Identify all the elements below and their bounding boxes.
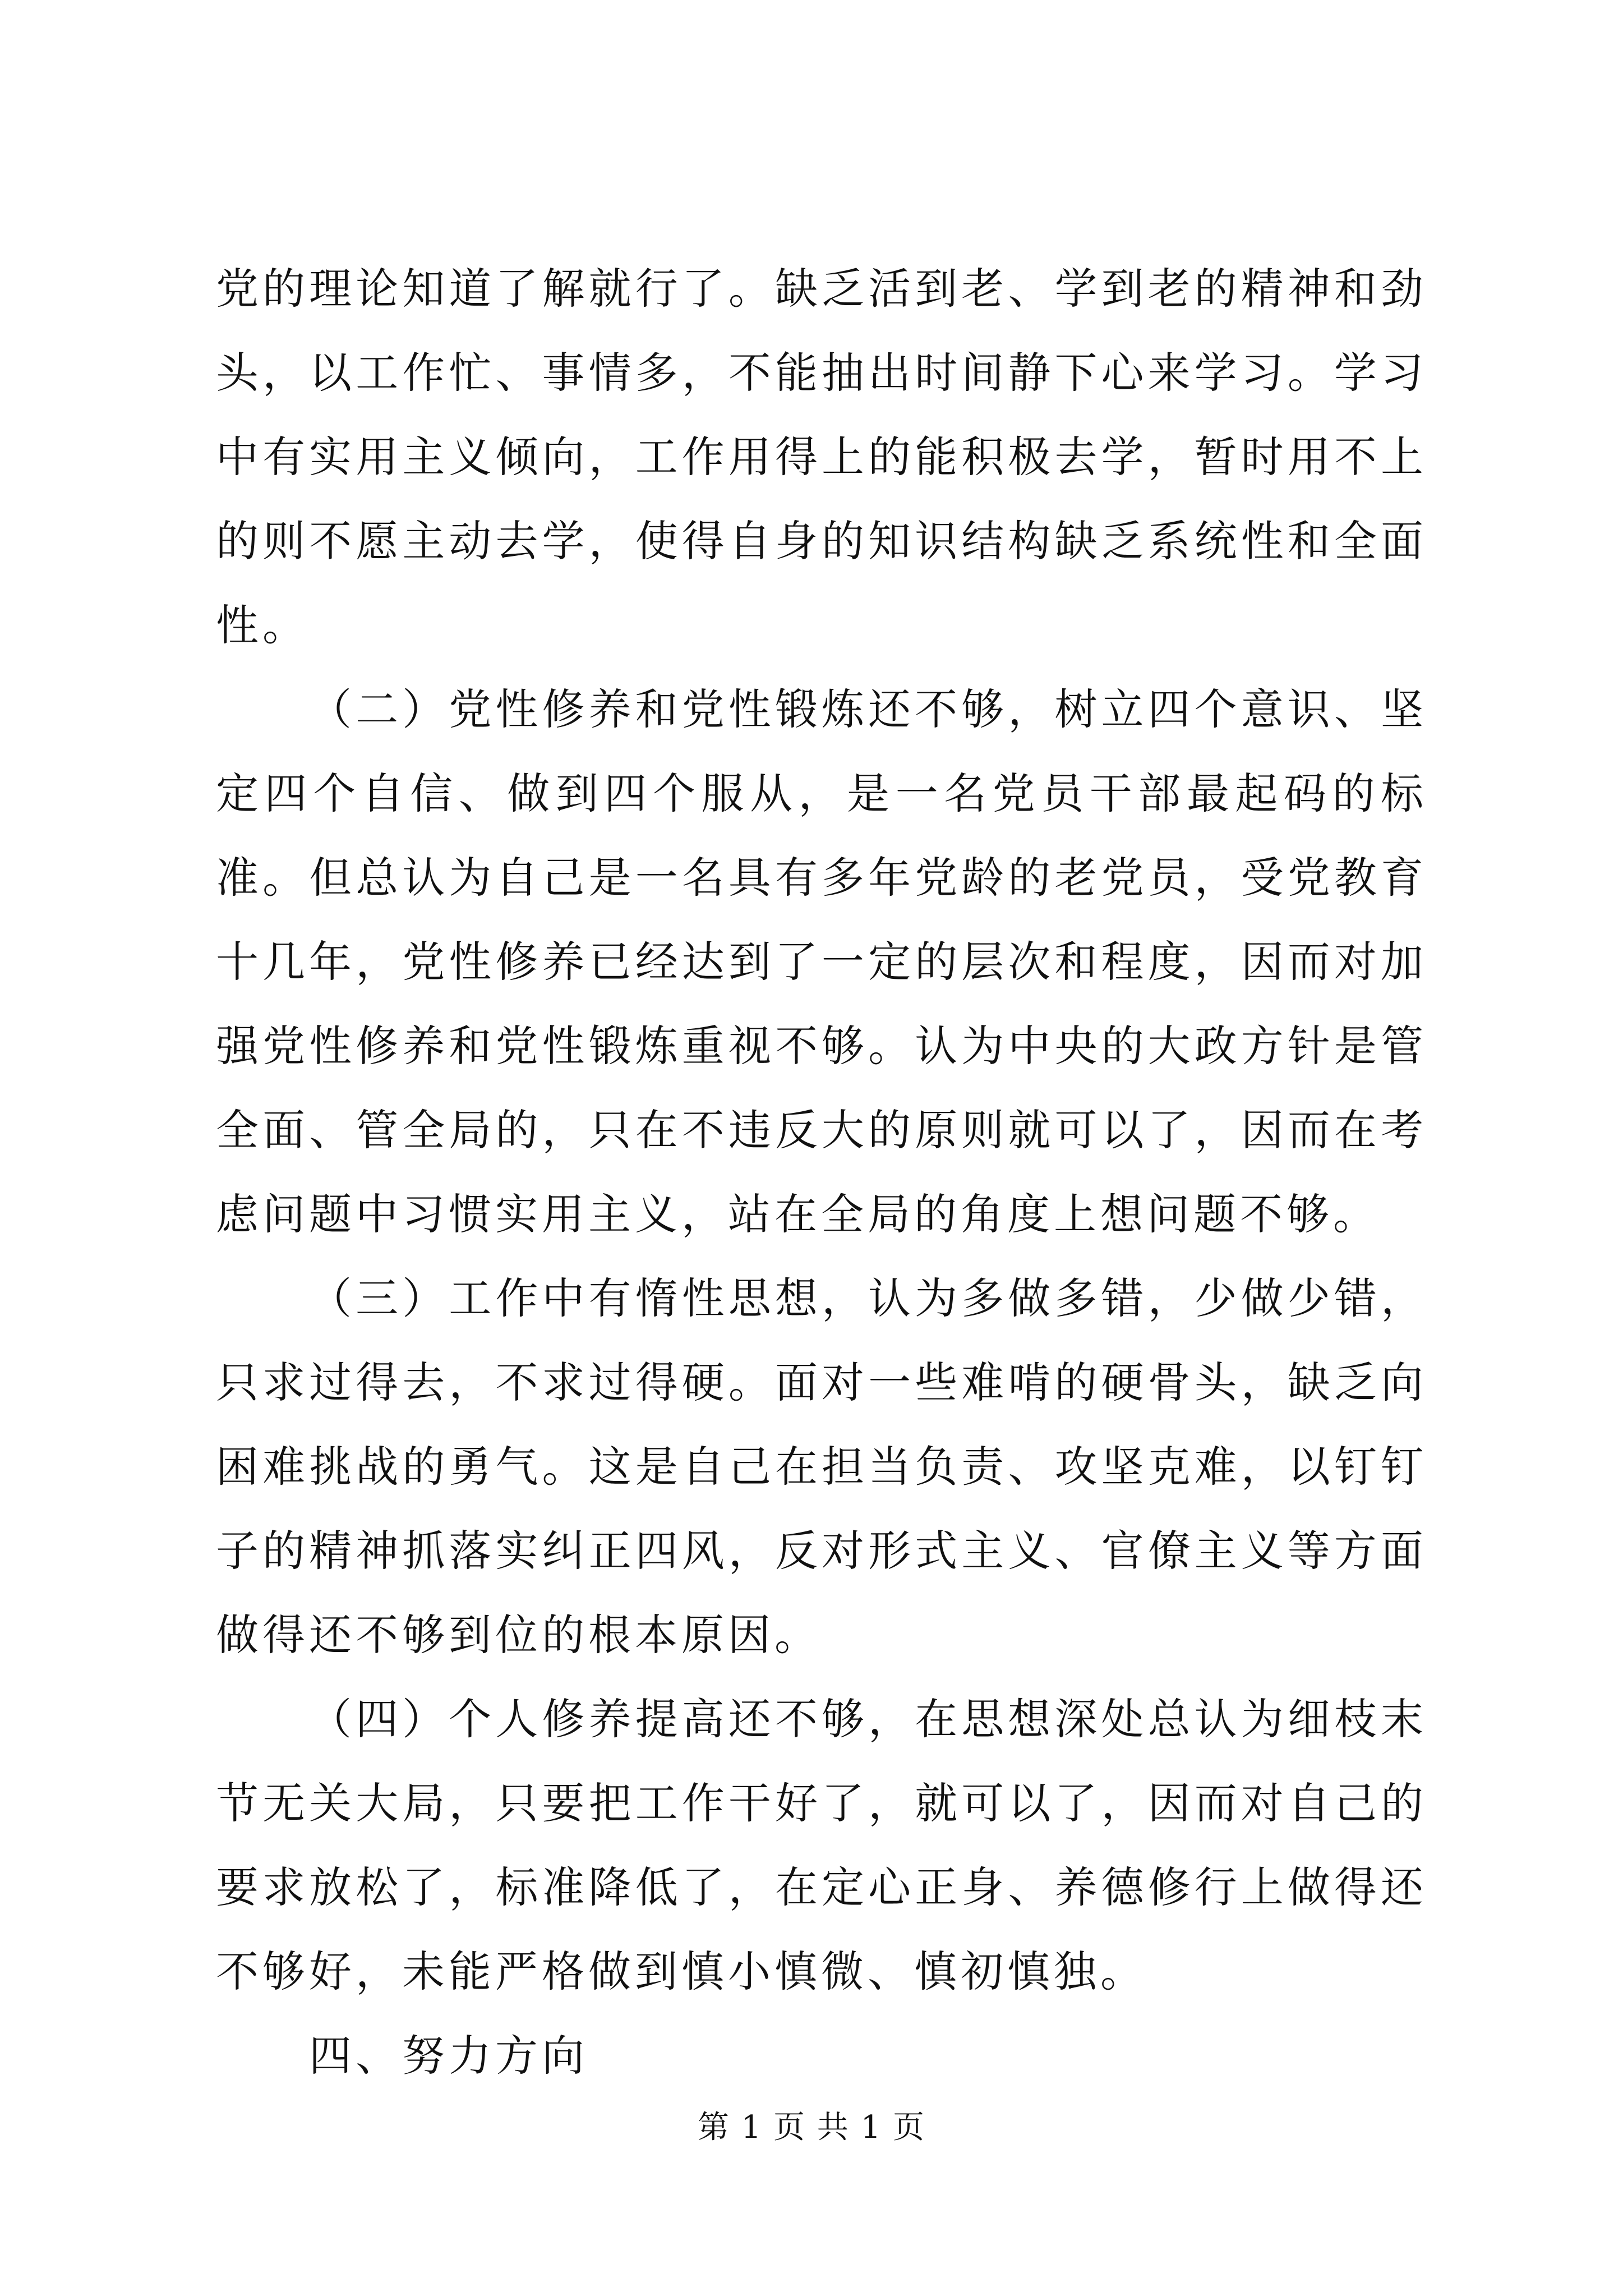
paragraph-item-three: （三）工作中有惰性思想，认为多做多错，少做少错，只求过得去，不求过得硬。面对一些难啃的硬骨头，缺乏向困难挑战的勇气。这是自己在担当负责、攻坚克难，以钉钉子的精神抓落实纠正四风，反对形式主义、官僚主义等方面做得还不够到位的根本原因。	[216, 1273, 1427, 1660]
section-heading: 四、努力方向	[309, 2031, 588, 2081]
paragraph-continuation: 党的理论知道了解就行了。缺乏活到老、学到老的精神和劲头，以工作忙、事情多，不能抽出时间静下心来学习。学习中有实用主义倾向，工作用得上的能积极去学，暂时用不上的则不愿主动去学，使得自身的知识结构缺乏系统性和全面性。	[216, 264, 1427, 650]
paragraph-item-two: （二）党性修养和党性锻炼还不够，树立四个意识、坚定四个自信、做到四个服从，是一名党员干部最起码的标准。但总认为自己是一名具有多年党龄的老党员，受党教育十几年，党性修养已经达到了一定的层次和程度，因而对加强党性修养和党性锻炼重视不够。认为中央的大政方针是管全面、管全局的，只在不违反大的原则就可以了，因而在考虑问题中习惯实用主义，站在全局的角度上想问题不够。	[216, 684, 1427, 1239]
paragraph-item-four: （四）个人修养提高还不够，在思想深处总认为细枝末节无关大局，只要把工作干好了，就可以了，因而对自己的要求放松了，标准降低了，在定心正身、养德修行上做得还不够好，未能严格做到慎小慎微、慎初慎独。	[216, 1694, 1427, 1996]
document-body	[216, 247, 1427, 2098]
page-number-footer: 第 1 页 共 1 页	[697, 2109, 926, 2146]
